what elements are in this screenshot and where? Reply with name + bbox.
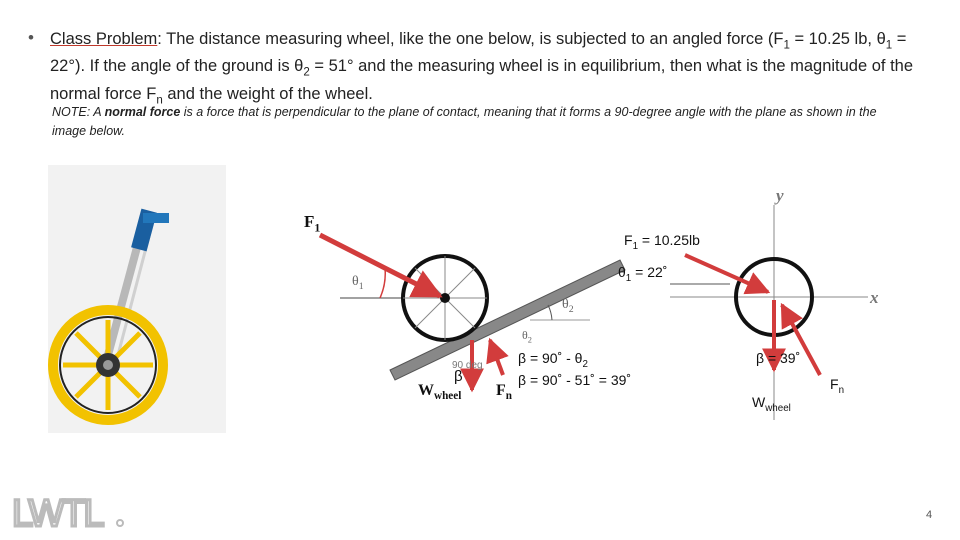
problem-text: and the weight of the wheel. xyxy=(162,84,373,103)
equation-1-text: β = 90˚ - θ xyxy=(518,350,583,366)
fn-label-left xyxy=(496,382,512,402)
theta2b-letter: θ xyxy=(522,328,528,342)
theta2-letter: θ xyxy=(562,297,569,312)
fbd-y-label: y xyxy=(776,186,784,205)
f1-sub: 1 xyxy=(314,220,321,235)
page-number: 4 xyxy=(926,509,933,521)
diagrams-area xyxy=(290,180,950,440)
fn-letter: F xyxy=(496,382,506,399)
normal-arrow xyxy=(490,340,503,375)
problem-sub: 2 xyxy=(303,66,310,79)
theta1-label xyxy=(352,274,364,292)
fbd-fn-letter: F xyxy=(830,376,839,392)
problem-text: = 10.25 lb, θ xyxy=(789,30,886,48)
theta1-letter: θ xyxy=(352,274,359,289)
f1-letter: F xyxy=(304,212,315,231)
problem-sub: n xyxy=(156,93,163,106)
angle-90-label: 90 deg xyxy=(452,360,483,371)
fbd-fn-sub: n xyxy=(838,384,845,396)
problem-text: = 22°). If the angle of the ground is θ xyxy=(50,30,907,76)
fbd-theta-label xyxy=(618,264,667,284)
fbd-f1-arrow xyxy=(685,255,768,292)
fbd-theta-letter: θ xyxy=(618,264,626,280)
theta2b-label xyxy=(522,328,532,344)
fbd-w-sub: wheel xyxy=(765,402,791,414)
force-diagrams xyxy=(290,180,950,440)
measuring-wheel-illustration xyxy=(48,165,226,433)
f1-arrow xyxy=(320,235,440,296)
logo-text: LWTL xyxy=(12,493,103,532)
wheel-hub xyxy=(440,293,450,303)
equation-line-1 xyxy=(518,350,588,370)
problem-sub: 1 xyxy=(885,39,893,52)
note-bold: normal force xyxy=(104,105,181,119)
beta-label-left: β xyxy=(454,368,463,385)
problem-text: = 51° and the measuring wheel is in equilibrium, then what is the magnitude of the normal force F xyxy=(50,57,914,103)
fbd-f1-sub: 1 xyxy=(632,240,639,252)
theta2-sub: 2 xyxy=(568,303,574,315)
note-rest: is a force that is perpendicular to the plane of contact, meaning that it forms a 90-degree angle with the plane as shown in the image below. xyxy=(52,105,877,138)
fbd-w-label xyxy=(752,394,791,414)
fbd-x-label: x xyxy=(870,288,879,307)
fn-sub: n xyxy=(505,390,513,403)
fbd-f1-label xyxy=(624,232,700,252)
fbd-theta-sub: 1 xyxy=(625,272,632,284)
fbd-f1-value: = 10.25lb xyxy=(638,232,700,248)
theta2-label xyxy=(562,297,574,315)
theta2-arc xyxy=(548,305,552,320)
f1-label xyxy=(304,212,320,235)
fbd-beta-label: β = 39˚ xyxy=(756,350,801,366)
w-label-left xyxy=(418,382,461,402)
problem-statement xyxy=(50,29,930,111)
fbd-fn-label xyxy=(830,376,844,396)
lwtl-logo xyxy=(10,492,125,532)
measuring-wheel-photo xyxy=(48,165,226,433)
problem-text: : The distance measuring wheel, like the one below, is subjected to an angled force (F xyxy=(157,30,784,48)
fbd-w-letter: W xyxy=(752,394,766,410)
theta1-arc xyxy=(380,268,385,298)
problem-sub: 1 xyxy=(783,39,790,52)
theta2b-sub: 2 xyxy=(527,335,532,345)
fbd-f1-letter: F xyxy=(624,232,633,248)
w-letter: W xyxy=(418,382,434,399)
bullet-icon: • xyxy=(28,28,34,47)
equation-1-sub: 2 xyxy=(582,358,588,370)
lwtl-logo-graphic xyxy=(10,492,125,532)
w-sub: wheel xyxy=(434,390,462,403)
theta1-sub: 1 xyxy=(358,280,364,292)
note-prefix: NOTE: A xyxy=(52,105,105,119)
note-text xyxy=(52,103,892,141)
problem-lead: Class Problem xyxy=(50,30,158,48)
fbd-theta-value: = 22˚ xyxy=(631,264,668,280)
equation-line-2: β = 90˚ - 51˚ = 39˚ xyxy=(518,372,632,388)
